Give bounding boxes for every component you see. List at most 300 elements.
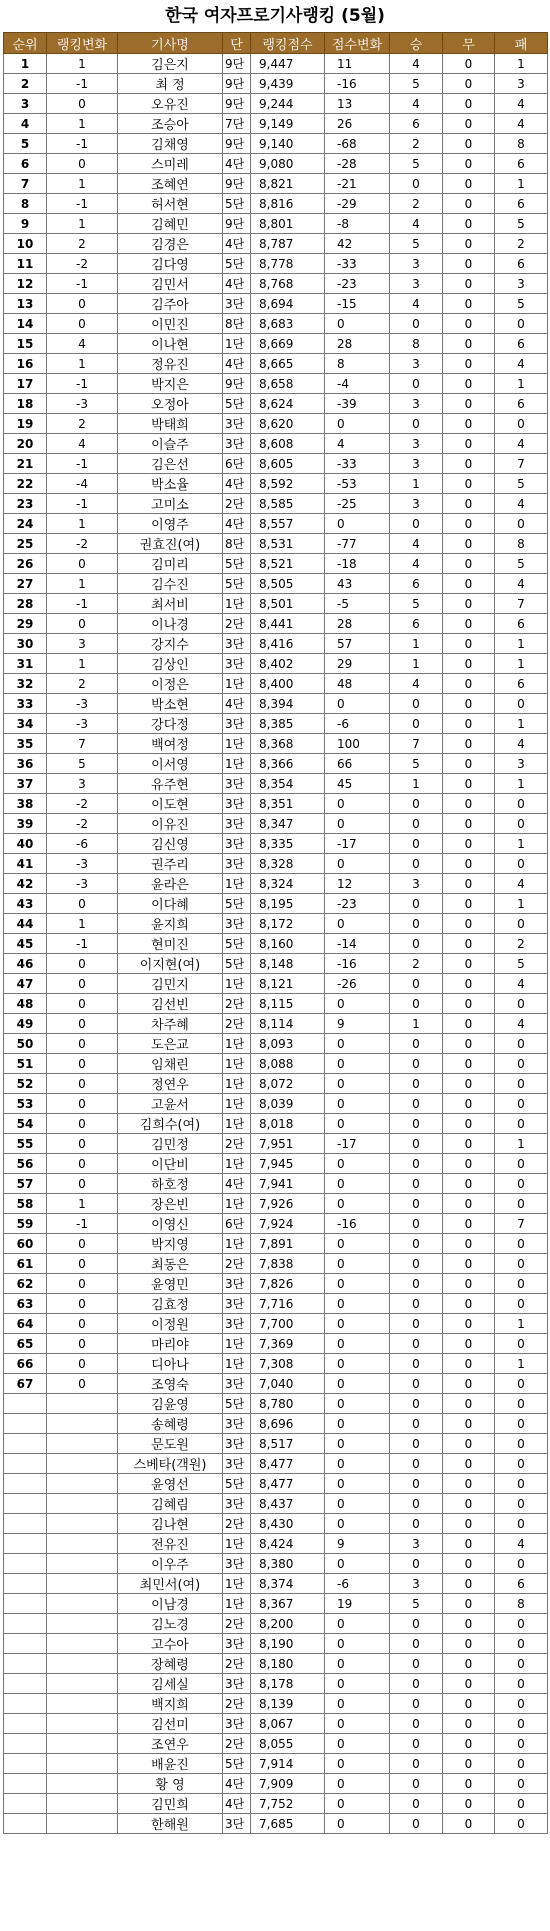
rating-change-cell: -23 — [325, 894, 390, 914]
rank-change-cell: 2 — [47, 414, 118, 434]
player-name-cell: 이정원 — [118, 1314, 223, 1334]
player-name-cell: 이영신 — [118, 1214, 223, 1234]
dan-cell: 2단 — [223, 1514, 251, 1534]
rank-change-cell: 0 — [47, 314, 118, 334]
rating-change-cell: 0 — [325, 1814, 390, 1834]
draws-cell: 0 — [443, 1754, 495, 1774]
rating-cell: 8,505 — [251, 574, 325, 594]
dan-cell: 3단 — [223, 414, 251, 434]
table-row — [4, 734, 548, 754]
rank-change-cell: 1 — [47, 1194, 118, 1214]
draws-cell: 0 — [443, 1174, 495, 1194]
draws-cell: 0 — [443, 1614, 495, 1634]
rank-cell — [4, 1434, 47, 1454]
player-name-cell: 박소율 — [118, 474, 223, 494]
rating-cell: 8,477 — [251, 1454, 325, 1474]
rank-cell: 37 — [4, 774, 47, 794]
draws-cell: 0 — [443, 994, 495, 1014]
rating-cell: 8,501 — [251, 594, 325, 614]
draws-cell: 0 — [443, 1114, 495, 1134]
rank-cell: 22 — [4, 474, 47, 494]
dan-cell: 1단 — [223, 1034, 251, 1054]
wins-cell: 0 — [390, 974, 443, 994]
draws-cell: 0 — [443, 714, 495, 734]
dan-cell: 1단 — [223, 1054, 251, 1074]
wins-cell: 0 — [390, 1814, 443, 1834]
dan-cell: 5단 — [223, 1394, 251, 1414]
dan-cell: 5단 — [223, 894, 251, 914]
rating-cell: 7,838 — [251, 1254, 325, 1274]
dan-cell: 3단 — [223, 714, 251, 734]
dan-cell: 4단 — [223, 1774, 251, 1794]
rank-change-cell: 0 — [47, 894, 118, 914]
rank-cell: 19 — [4, 414, 47, 434]
rank-change-cell — [47, 1754, 118, 1774]
table-row — [4, 1294, 548, 1314]
dan-cell: 1단 — [223, 1534, 251, 1554]
losses-cell: 0 — [495, 1414, 548, 1434]
wins-cell: 0 — [390, 1294, 443, 1314]
draws-cell: 0 — [443, 1594, 495, 1614]
rank-cell: 2 — [4, 74, 47, 94]
player-name-cell: 김다영 — [118, 254, 223, 274]
rank-change-cell — [47, 1394, 118, 1414]
dan-cell: 1단 — [223, 1094, 251, 1114]
rank-change-cell: 0 — [47, 1114, 118, 1134]
rating-change-cell: 0 — [325, 514, 390, 534]
rank-cell — [4, 1514, 47, 1534]
table-row — [4, 974, 548, 994]
rank-change-cell — [47, 1794, 118, 1814]
losses-cell: 4 — [495, 974, 548, 994]
draws-cell: 0 — [443, 1014, 495, 1034]
rank-cell: 10 — [4, 234, 47, 254]
losses-cell: 4 — [495, 1014, 548, 1034]
rank-cell: 20 — [4, 434, 47, 454]
rank-change-cell: -1 — [47, 494, 118, 514]
rank-change-cell: 0 — [47, 554, 118, 574]
wins-cell: 1 — [390, 774, 443, 794]
rating-cell: 8,195 — [251, 894, 325, 914]
wins-cell: 3 — [390, 434, 443, 454]
rank-cell: 45 — [4, 934, 47, 954]
player-name-cell: 차주혜 — [118, 1014, 223, 1034]
rank-cell — [4, 1694, 47, 1714]
rank-cell: 17 — [4, 374, 47, 394]
draws-cell: 0 — [443, 914, 495, 934]
dan-cell: 1단 — [223, 1074, 251, 1094]
ranking-table — [3, 32, 548, 1834]
rating-cell: 7,926 — [251, 1194, 325, 1214]
rating-cell: 7,716 — [251, 1294, 325, 1314]
rating-change-cell: -25 — [325, 494, 390, 514]
rank-change-cell: 1 — [47, 574, 118, 594]
rating-change-cell: 0 — [325, 1774, 390, 1794]
rank-change-cell — [47, 1454, 118, 1474]
losses-cell: 0 — [495, 1294, 548, 1314]
rank-change-cell — [47, 1474, 118, 1494]
player-name-cell: 하호정 — [118, 1174, 223, 1194]
table-row — [4, 634, 548, 654]
rank-cell: 35 — [4, 734, 47, 754]
rank-cell: 18 — [4, 394, 47, 414]
draws-cell: 0 — [443, 474, 495, 494]
rank-change-cell: 0 — [47, 1134, 118, 1154]
player-name-cell: 백지희 — [118, 1694, 223, 1714]
losses-cell: 0 — [495, 1274, 548, 1294]
rating-change-cell: -15 — [325, 294, 390, 314]
player-name-cell: 조영숙 — [118, 1374, 223, 1394]
wins-cell: 0 — [390, 1254, 443, 1274]
rating-change-cell: 66 — [325, 754, 390, 774]
losses-cell: 0 — [495, 1514, 548, 1534]
player-name-cell: 이정은 — [118, 674, 223, 694]
rating-cell: 7,891 — [251, 1234, 325, 1254]
rank-cell — [4, 1774, 47, 1794]
rank-cell: 57 — [4, 1174, 47, 1194]
rating-cell: 8,354 — [251, 774, 325, 794]
rank-change-cell: 0 — [47, 614, 118, 634]
table-row — [4, 574, 548, 594]
rating-change-cell: -16 — [325, 74, 390, 94]
wins-cell: 0 — [390, 1754, 443, 1774]
rating-change-cell: 0 — [325, 1054, 390, 1074]
rating-cell: 8,801 — [251, 214, 325, 234]
rating-cell: 8,366 — [251, 754, 325, 774]
rating-change-cell: -4 — [325, 374, 390, 394]
draws-cell: 0 — [443, 874, 495, 894]
rating-cell: 8,148 — [251, 954, 325, 974]
player-name-cell: 최 정 — [118, 74, 223, 94]
losses-cell: 0 — [495, 994, 548, 1014]
col-header-rating: 랭킹점수 — [251, 33, 325, 54]
rating-change-cell: 0 — [325, 1314, 390, 1334]
dan-cell: 7단 — [223, 114, 251, 134]
rank-change-cell: -2 — [47, 794, 118, 814]
rating-cell: 8,658 — [251, 374, 325, 394]
wins-cell: 2 — [390, 954, 443, 974]
table-row — [4, 1534, 548, 1554]
dan-cell: 2단 — [223, 1134, 251, 1154]
losses-cell: 6 — [495, 194, 548, 214]
rating-cell: 7,945 — [251, 1154, 325, 1174]
losses-cell: 1 — [495, 654, 548, 674]
rank-cell: 59 — [4, 1214, 47, 1234]
losses-cell: 6 — [495, 614, 548, 634]
table-row — [4, 1114, 548, 1134]
losses-cell: 5 — [495, 294, 548, 314]
rank-cell: 9 — [4, 214, 47, 234]
dan-cell: 4단 — [223, 474, 251, 494]
draws-cell: 0 — [443, 554, 495, 574]
table-row — [4, 1094, 548, 1114]
rating-change-cell: 0 — [325, 1794, 390, 1814]
rating-cell: 8,517 — [251, 1434, 325, 1454]
table-row — [4, 354, 548, 374]
rank-cell — [4, 1394, 47, 1414]
wins-cell: 0 — [390, 1214, 443, 1234]
losses-cell: 0 — [495, 1654, 548, 1674]
rating-cell: 8,093 — [251, 1034, 325, 1054]
wins-cell: 0 — [390, 1714, 443, 1734]
rating-change-cell: 0 — [325, 1114, 390, 1134]
rating-cell: 7,909 — [251, 1774, 325, 1794]
table-row — [4, 1694, 548, 1714]
rank-change-cell: 2 — [47, 234, 118, 254]
wins-cell: 0 — [390, 1314, 443, 1334]
wins-cell: 4 — [390, 214, 443, 234]
losses-cell: 4 — [495, 354, 548, 374]
rating-change-cell: 0 — [325, 1094, 390, 1114]
rank-change-cell: -1 — [47, 374, 118, 394]
rating-change-cell: 0 — [325, 1414, 390, 1434]
rank-cell — [4, 1674, 47, 1694]
rating-change-cell: 0 — [325, 694, 390, 714]
losses-cell: 0 — [495, 1814, 548, 1834]
dan-cell: 3단 — [223, 1294, 251, 1314]
wins-cell: 0 — [390, 834, 443, 854]
rating-change-cell: 0 — [325, 994, 390, 1014]
rank-change-cell: -3 — [47, 714, 118, 734]
wins-cell: 0 — [390, 1474, 443, 1494]
rating-cell: 7,308 — [251, 1354, 325, 1374]
rating-cell: 7,040 — [251, 1374, 325, 1394]
rank-cell: 53 — [4, 1094, 47, 1114]
player-name-cell: 박지은 — [118, 374, 223, 394]
rating-cell: 8,821 — [251, 174, 325, 194]
dan-cell: 1단 — [223, 1354, 251, 1374]
rank-change-cell: 0 — [47, 1074, 118, 1094]
losses-cell: 1 — [495, 834, 548, 854]
rank-cell: 6 — [4, 154, 47, 174]
rating-cell: 9,140 — [251, 134, 325, 154]
draws-cell: 0 — [443, 1794, 495, 1814]
losses-cell: 0 — [495, 1734, 548, 1754]
draws-cell: 0 — [443, 1354, 495, 1374]
losses-cell: 0 — [495, 814, 548, 834]
rating-change-cell: 11 — [325, 54, 390, 74]
wins-cell: 0 — [390, 1494, 443, 1514]
wins-cell: 1 — [390, 1014, 443, 1034]
draws-cell: 0 — [443, 1654, 495, 1674]
wins-cell: 0 — [390, 934, 443, 954]
rating-cell: 8,121 — [251, 974, 325, 994]
player-name-cell: 백여정 — [118, 734, 223, 754]
draws-cell: 0 — [443, 634, 495, 654]
draws-cell: 0 — [443, 374, 495, 394]
table-row — [4, 1174, 548, 1194]
player-name-cell: 김수진 — [118, 574, 223, 594]
rating-cell: 8,683 — [251, 314, 325, 334]
table-row — [4, 554, 548, 574]
rank-change-cell: 1 — [47, 914, 118, 934]
losses-cell: 4 — [495, 574, 548, 594]
rating-change-cell: 0 — [325, 1714, 390, 1734]
draws-cell: 0 — [443, 1094, 495, 1114]
player-name-cell: 이슬주 — [118, 434, 223, 454]
rating-change-cell: 0 — [325, 1194, 390, 1214]
draws-cell: 0 — [443, 54, 495, 74]
rating-change-cell: -68 — [325, 134, 390, 154]
rank-cell: 29 — [4, 614, 47, 634]
draws-cell: 0 — [443, 314, 495, 334]
rank-change-cell — [47, 1774, 118, 1794]
table-row — [4, 294, 548, 314]
losses-cell: 5 — [495, 474, 548, 494]
table-row — [4, 1214, 548, 1234]
rank-change-cell — [47, 1554, 118, 1574]
rating-change-cell: 0 — [325, 1694, 390, 1714]
table-row — [4, 1554, 548, 1574]
dan-cell: 2단 — [223, 614, 251, 634]
rank-change-cell: 0 — [47, 974, 118, 994]
losses-cell: 3 — [495, 274, 548, 294]
losses-cell: 0 — [495, 914, 548, 934]
dan-cell: 3단 — [223, 1454, 251, 1474]
rating-cell: 8,608 — [251, 434, 325, 454]
losses-cell: 2 — [495, 234, 548, 254]
rating-change-cell: -33 — [325, 454, 390, 474]
rank-change-cell: 0 — [47, 1374, 118, 1394]
rank-cell: 49 — [4, 1014, 47, 1034]
player-name-cell: 박지영 — [118, 1234, 223, 1254]
draws-cell: 0 — [443, 1034, 495, 1054]
wins-cell: 0 — [390, 714, 443, 734]
losses-cell: 0 — [495, 1794, 548, 1814]
draws-cell: 0 — [443, 1154, 495, 1174]
losses-cell: 5 — [495, 214, 548, 234]
draws-cell: 0 — [443, 534, 495, 554]
rating-cell: 8,402 — [251, 654, 325, 674]
rating-change-cell: 0 — [325, 1254, 390, 1274]
rating-change-cell: -8 — [325, 214, 390, 234]
rank-change-cell: 0 — [47, 1294, 118, 1314]
rating-change-cell: 0 — [325, 1294, 390, 1314]
wins-cell: 0 — [390, 1794, 443, 1814]
table-row — [4, 774, 548, 794]
rating-cell: 8,172 — [251, 914, 325, 934]
wins-cell: 0 — [390, 1234, 443, 1254]
rank-change-cell: -4 — [47, 474, 118, 494]
wins-cell: 3 — [390, 254, 443, 274]
table-row — [4, 1614, 548, 1634]
wins-cell: 4 — [390, 674, 443, 694]
wins-cell: 0 — [390, 814, 443, 834]
rank-cell: 33 — [4, 694, 47, 714]
rank-change-cell: 0 — [47, 1334, 118, 1354]
player-name-cell: 김경은 — [118, 234, 223, 254]
rating-change-cell: 19 — [325, 1594, 390, 1614]
losses-cell: 6 — [495, 1574, 548, 1594]
player-name-cell: 이지현(여) — [118, 954, 223, 974]
col-header-losses: 패 — [495, 33, 548, 54]
rating-change-cell: 0 — [325, 1074, 390, 1094]
losses-cell: 2 — [495, 934, 548, 954]
draws-cell: 0 — [443, 974, 495, 994]
rank-cell — [4, 1614, 47, 1634]
rating-change-cell: -28 — [325, 154, 390, 174]
rating-cell: 8,696 — [251, 1414, 325, 1434]
rank-cell: 51 — [4, 1054, 47, 1074]
wins-cell: 0 — [390, 1174, 443, 1194]
dan-cell: 1단 — [223, 594, 251, 614]
losses-cell: 0 — [495, 794, 548, 814]
rating-cell: 8,624 — [251, 394, 325, 414]
player-name-cell: 도은교 — [118, 1034, 223, 1054]
draws-cell: 0 — [443, 154, 495, 174]
wins-cell: 0 — [390, 1654, 443, 1674]
rank-cell: 54 — [4, 1114, 47, 1134]
table-row — [4, 1374, 548, 1394]
losses-cell: 0 — [495, 1454, 548, 1474]
rank-change-cell: 1 — [47, 174, 118, 194]
rank-cell: 42 — [4, 874, 47, 894]
rating-cell: 8,477 — [251, 1474, 325, 1494]
dan-cell: 2단 — [223, 1254, 251, 1274]
losses-cell: 8 — [495, 134, 548, 154]
dan-cell: 5단 — [223, 194, 251, 214]
rank-cell — [4, 1654, 47, 1674]
rating-change-cell: 0 — [325, 1634, 390, 1654]
player-name-cell: 박소현 — [118, 694, 223, 714]
rating-cell: 8,787 — [251, 234, 325, 254]
rank-change-cell: 5 — [47, 754, 118, 774]
draws-cell: 0 — [443, 894, 495, 914]
draws-cell: 0 — [443, 294, 495, 314]
table-row — [4, 1714, 548, 1734]
losses-cell: 1 — [495, 714, 548, 734]
dan-cell: 4단 — [223, 514, 251, 534]
rank-change-cell: 0 — [47, 1174, 118, 1194]
rating-cell: 8,180 — [251, 1654, 325, 1674]
player-name-cell: 이민진 — [118, 314, 223, 334]
rating-change-cell: 100 — [325, 734, 390, 754]
table-row — [4, 954, 548, 974]
rank-change-cell — [47, 1734, 118, 1754]
dan-cell: 4단 — [223, 274, 251, 294]
rating-change-cell: 45 — [325, 774, 390, 794]
draws-cell: 0 — [443, 1494, 495, 1514]
dan-cell: 9단 — [223, 174, 251, 194]
draws-cell: 0 — [443, 394, 495, 414]
draws-cell: 0 — [443, 1394, 495, 1414]
losses-cell: 0 — [495, 1094, 548, 1114]
dan-cell: 1단 — [223, 974, 251, 994]
rank-change-cell: -1 — [47, 74, 118, 94]
rating-cell: 8,531 — [251, 534, 325, 554]
draws-cell: 0 — [443, 614, 495, 634]
draws-cell: 0 — [443, 574, 495, 594]
rating-cell: 8,665 — [251, 354, 325, 374]
rating-cell: 9,439 — [251, 74, 325, 94]
player-name-cell: 최동은 — [118, 1254, 223, 1274]
player-name-cell: 이영주 — [118, 514, 223, 534]
losses-cell: 1 — [495, 1354, 548, 1374]
table-row — [4, 274, 548, 294]
dan-cell: 1단 — [223, 734, 251, 754]
table-row — [4, 1454, 548, 1474]
player-name-cell: 오유진 — [118, 94, 223, 114]
draws-cell: 0 — [443, 834, 495, 854]
player-name-cell: 이단비 — [118, 1154, 223, 1174]
dan-cell: 3단 — [223, 1814, 251, 1834]
draws-cell: 0 — [443, 1534, 495, 1554]
losses-cell: 4 — [495, 494, 548, 514]
rating-cell: 8,114 — [251, 1014, 325, 1034]
rating-change-cell: -26 — [325, 974, 390, 994]
rank-change-cell — [47, 1614, 118, 1634]
draws-cell: 0 — [443, 1194, 495, 1214]
